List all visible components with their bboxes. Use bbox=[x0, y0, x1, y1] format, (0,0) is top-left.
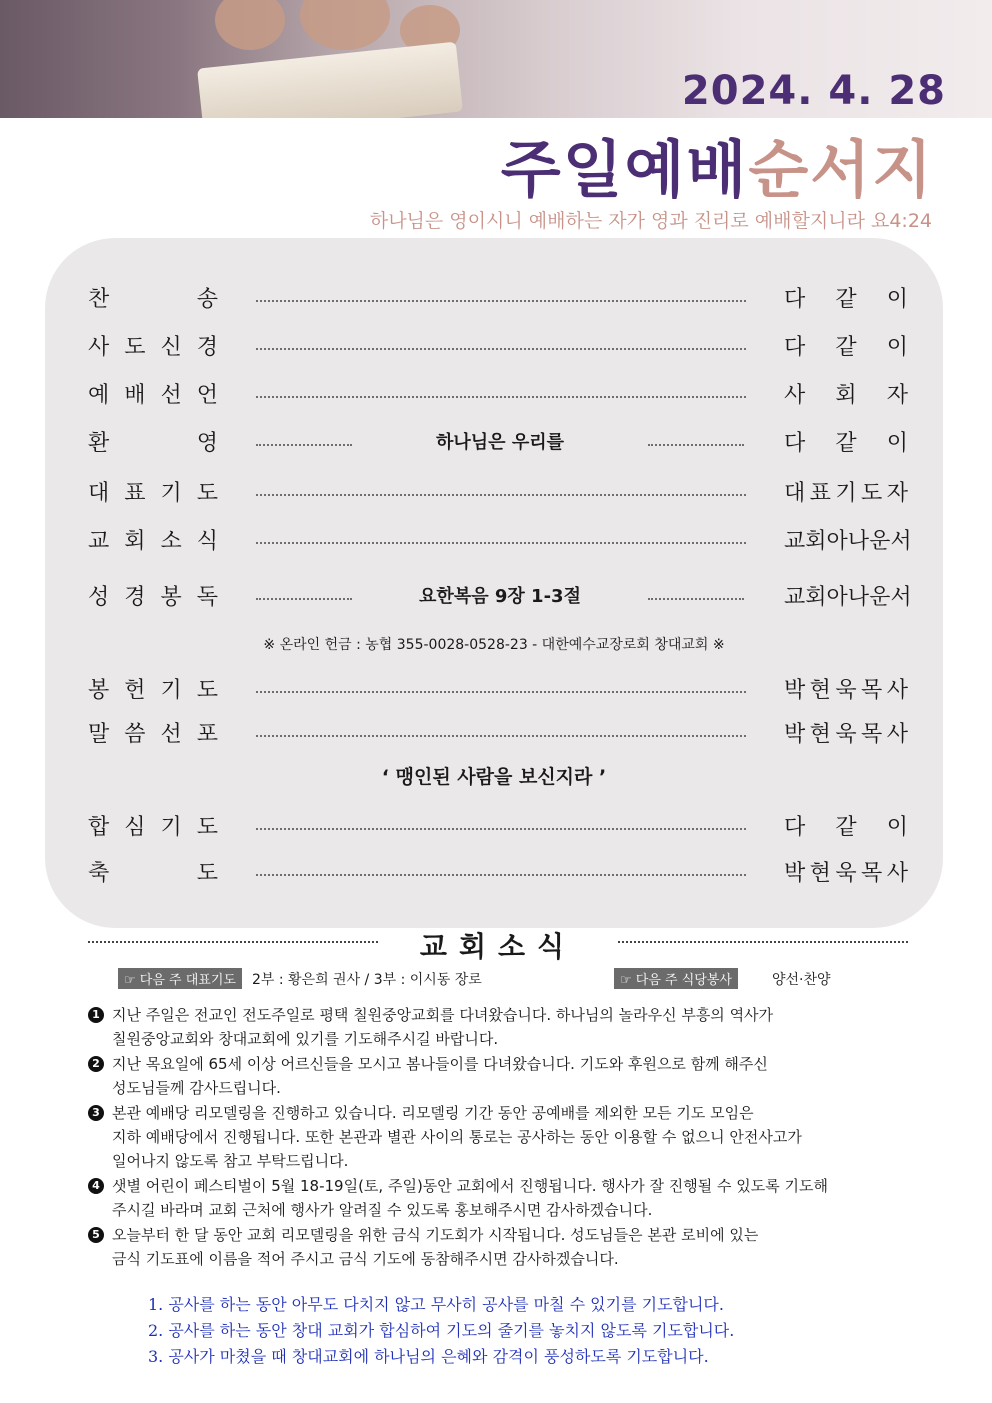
order-label: 축 도 bbox=[88, 861, 218, 886]
order-leader: 박 현 욱 목 사 bbox=[784, 678, 908, 703]
order-row bbox=[88, 810, 916, 850]
next-meal-value: 양선·찬양 bbox=[771, 972, 831, 988]
order-row bbox=[88, 717, 916, 757]
news-item: 4 샛별 어린이 페스티벌이 5월 18-19일(토, 주일)동안 교회에서 진행됩니다. 행사가 잘 진행될 수 있도록 기도해 주시길 바라며 교회 근처에 행사가 알려질 수 있도록 홍보해주시면 감사하겠습니다. bbox=[88, 1174, 918, 1222]
order-hymn: 하나님은 우리를 bbox=[436, 432, 564, 453]
news-item: 2 지난 목요일에 65세 이상 어르신들을 모시고 봄나들이를 다녀왔습니다. 기도와 후원으로 함께 해주신 성도님들께 감사드립니다. bbox=[88, 1052, 918, 1100]
order-row bbox=[88, 476, 916, 516]
number-badge-icon: 3 bbox=[88, 1105, 104, 1121]
order-leader: 교 회 아 나 운 서 bbox=[784, 529, 912, 554]
order-leader: 교 회 아 나 운 서 bbox=[784, 585, 912, 610]
order-label: 합 심 기 도 bbox=[88, 815, 218, 840]
order-label: 성 경 봉 독 bbox=[88, 585, 218, 610]
number-badge-icon: 2 bbox=[88, 1056, 104, 1072]
news-heading: 교회소식 bbox=[88, 925, 908, 961]
order-leader: 박 현 욱 목 사 bbox=[784, 722, 908, 747]
page-title: 주일예배순서지 bbox=[500, 133, 934, 206]
order-label: 말 씀 선 포 bbox=[88, 722, 218, 747]
order-scripture: 요한복음 9장 1-3절 bbox=[419, 586, 581, 607]
news-item: 5 오늘부터 한 달 동안 교회 리모델링을 위한 금식 기도회가 시작됩니다. 성도님들은 본관 로비에 있는 금식 기도표에 이름을 적어 주시고 금식 기도에 동참해주시면 감사하겠습니다. bbox=[88, 1223, 918, 1271]
order-label: 대 표 기 도 bbox=[88, 481, 218, 506]
sermon-title: ‘ 맹인된 사람을 보신지라 ’ bbox=[381, 766, 607, 788]
order-label: 봉 헌 기 도 bbox=[88, 678, 218, 703]
next-meal-tag: ☞ 다음 주 식당봉사 bbox=[614, 968, 738, 989]
order-label: 찬 송 bbox=[88, 287, 218, 312]
news-item: 3 본관 예배당 리모델링을 진행하고 있습니다. 리모델링 기간 동안 공예배를 제외한 모든 기도 모임은 지하 예배당에서 진행됩니다. 또한 본관과 별관 사이의 통로는 공사하는 동안 이용할 수 없으니 안전사고가 일어나지 않도록 참고 부탁드립니다. bbox=[88, 1101, 918, 1173]
prayer-requests bbox=[148, 1292, 908, 1370]
prayer-item: 1. 공사를 하는 동안 아무도 다치지 않고 무사히 공사를 마칠 수 있기를 기도합니다. bbox=[148, 1295, 724, 1314]
prayer-item: 2. 공사를 하는 동안 창대 교회가 합심하여 기도의 줄기를 놓치지 않도록 기도합니다. bbox=[148, 1321, 735, 1340]
order-leader: 다 같 이 bbox=[784, 431, 908, 456]
number-badge-icon: 4 bbox=[88, 1178, 104, 1194]
news-item: 1 지난 주일은 전교인 전도주일로 평택 칠원중앙교회를 다녀왔습니다. 하나님의 놀라우신 부흥의 역사가 칠원중앙교회와 창대교회에 있기를 기도해주시길 바랍니다. bbox=[88, 1003, 918, 1051]
next-prayer-value: 2부 : 황은희 권사 / 3부 : 이시동 장로 bbox=[251, 972, 482, 988]
next-meal-duty bbox=[614, 968, 831, 990]
order-label: 환 영 bbox=[88, 431, 218, 456]
next-prayer-duty bbox=[118, 968, 482, 990]
news-list bbox=[88, 1003, 918, 1272]
order-row bbox=[88, 330, 916, 370]
number-badge-icon: 5 bbox=[88, 1227, 104, 1243]
order-label: 예 배 선 언 bbox=[88, 383, 218, 408]
number-badge-icon: 1 bbox=[88, 1007, 104, 1023]
theme-verse: 하나님은 영이시니 예배하는 자가 영과 진리로 예배할지니라 요4:24 bbox=[369, 210, 932, 232]
order-row bbox=[88, 856, 916, 896]
order-row bbox=[88, 673, 916, 713]
order-leader: 다 같 이 bbox=[784, 815, 908, 840]
order-leader: 다 같 이 bbox=[784, 287, 908, 312]
prayer-item: 3. 공사가 마쳤을 때 창대교회에 하나님의 은혜와 감격이 풍성하도록 기도합니다. bbox=[148, 1347, 709, 1366]
order-leader: 대 표 기 도 자 bbox=[784, 481, 908, 506]
order-row bbox=[88, 426, 916, 466]
order-row bbox=[88, 580, 916, 620]
order-row bbox=[88, 524, 916, 564]
online-offering-notice: ※ 온라인 헌금 : 농협 355-0028-0528-23 - 대한예수교장로회 창대교회 ※ bbox=[263, 637, 725, 653]
order-label: 교 회 소 식 bbox=[88, 529, 218, 554]
next-prayer-tag: ☞ 다음 주 대표기도 bbox=[118, 968, 242, 989]
order-label: 사 도 신 경 bbox=[88, 335, 218, 360]
order-leader: 사 회 자 bbox=[784, 383, 908, 408]
order-row bbox=[88, 282, 916, 322]
order-leader: 박 현 욱 목 사 bbox=[784, 861, 908, 886]
order-row bbox=[88, 378, 916, 418]
order-leader: 다 같 이 bbox=[784, 335, 908, 360]
service-date: 2024. 4. 28 bbox=[681, 68, 946, 114]
